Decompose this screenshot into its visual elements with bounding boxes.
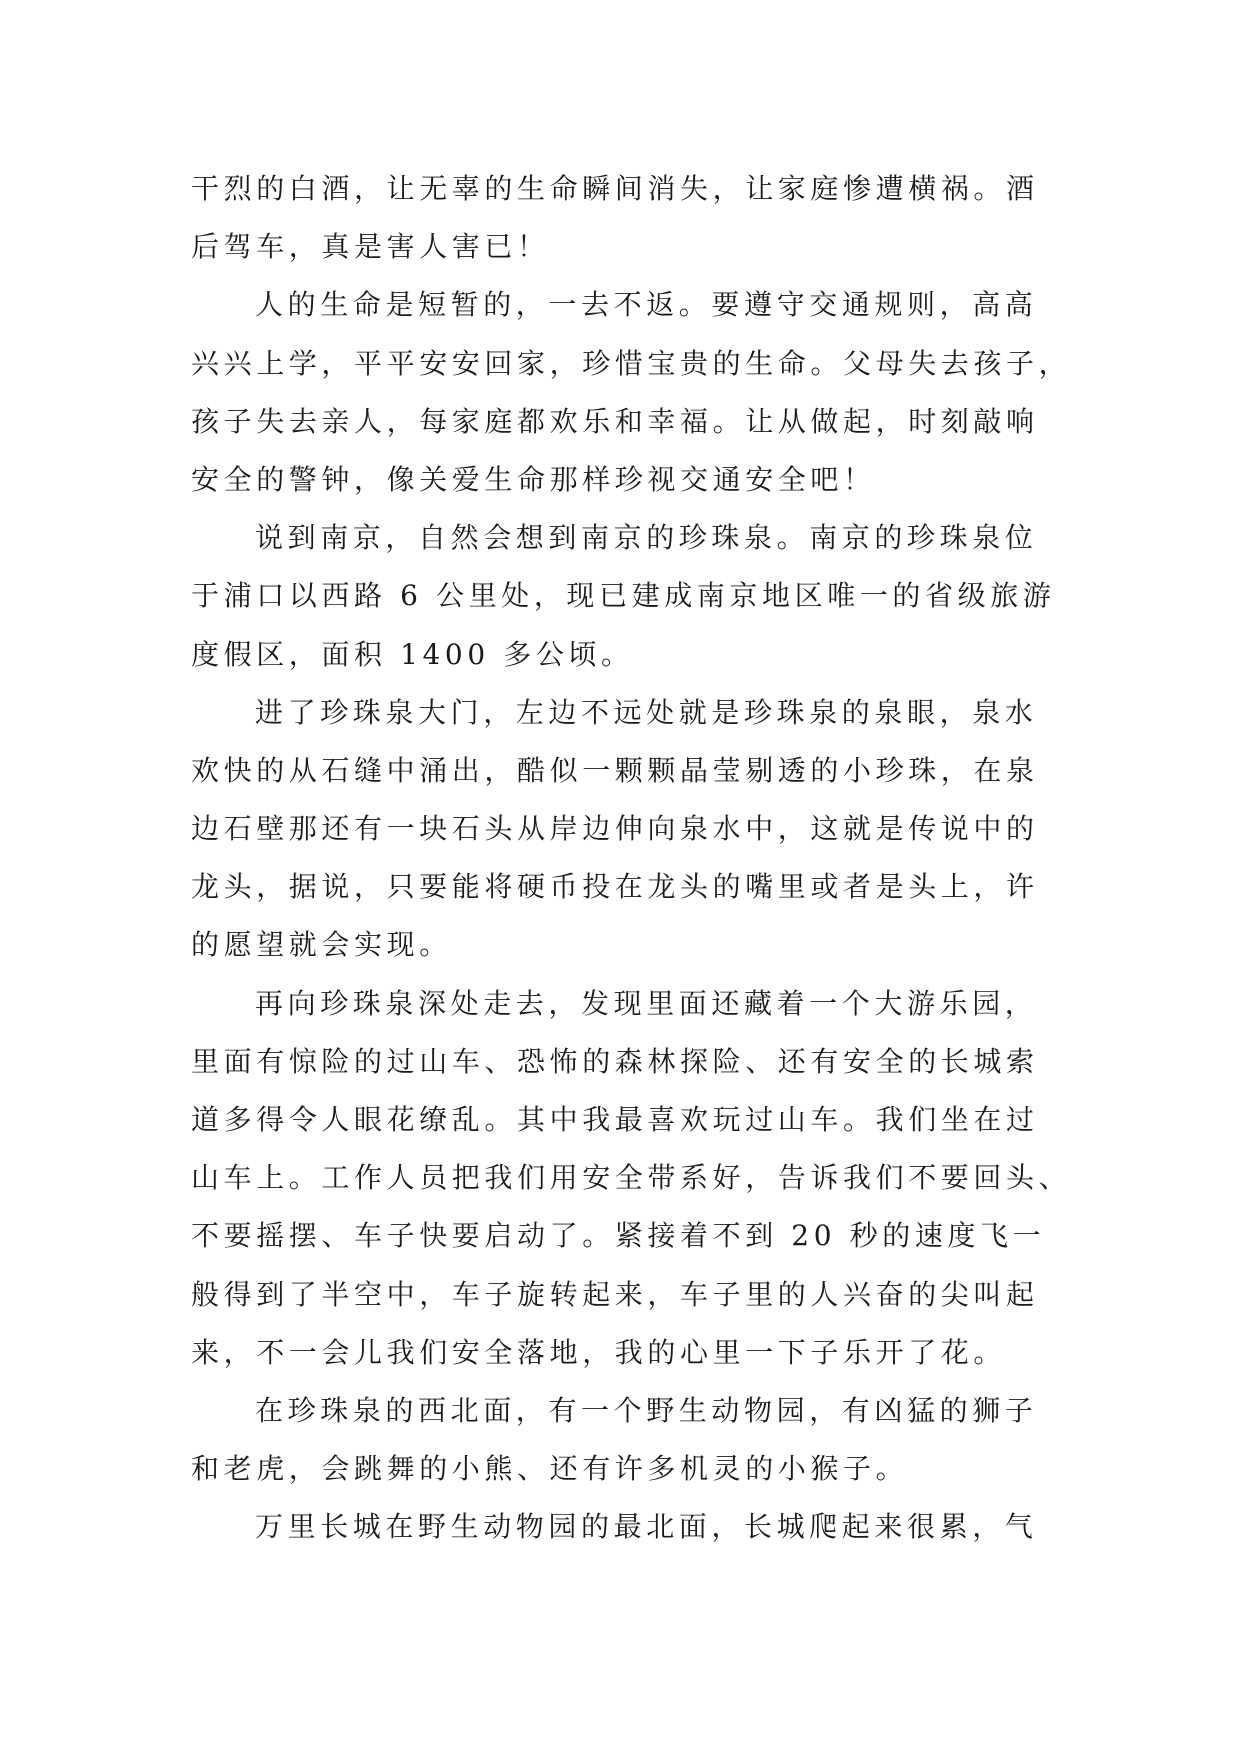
text-line: 说到南京，自然会想到南京的珍珠泉。南京的珍珠泉位: [255, 521, 1038, 555]
text-line: 在珍珠泉的西北面，有一个野生动物园，有凶猛的狮子: [255, 1393, 1038, 1427]
text-line: 人的生命是短暂的，一去不返。要遵守交通规则，高高: [255, 288, 1038, 322]
text-line: 山车上。工作人员把我们用安全带系好，告诉我们不要回头、: [191, 1161, 1072, 1195]
text-line: 干烈的白酒，让无辜的生命瞬间消失，让家庭惨遭横祸。酒: [191, 172, 1039, 205]
body-text: [191, 160, 1072, 1557]
text-line: 于浦口以西路 6 公里处，现已建成南京地区唯一的省级旅游: [191, 579, 1056, 613]
text-line: 和老虎，会跳舞的小熊、还有许多机灵的小猴子。: [191, 1452, 909, 1486]
text-line: 里面有惊险的过山车、恐怖的森林探险、还有安全的长城索: [191, 1044, 1039, 1078]
text-line: 安全的警钟，像关爱生命那样珍视交通安全吧！: [191, 462, 876, 496]
text-line: 来，不一会儿我们安全落地，我的心里一下子乐开了花。: [191, 1335, 1007, 1369]
text-line: 后驾车，真是害人害已！: [191, 230, 550, 264]
text-line: 边石壁那还有一块石头从岸边伸向泉水中，这就是传说中的: [191, 812, 1039, 846]
text-line: 万里长城在野生动物园的最北面，长城爬起来很累，气: [255, 1510, 1038, 1544]
text-line: 度假区，面积 1400 多公顷。: [191, 637, 634, 671]
text-line: 兴兴上学，平平安安回家，珍惜宝贵的生命。父母失去孩子，: [191, 346, 1072, 380]
text-line: 欢快的从石缝中涌出，酷似一颗颗晶莹剔透的小珍珠，在泉: [191, 753, 1039, 787]
text-line: 般得到了半空中，车子旋转起来，车子里的人兴奋的尖叫起: [191, 1277, 1039, 1311]
text-line: 的愿望就会实现。: [191, 928, 452, 962]
text-line: 再向珍珠泉深处走去，发现里面还藏着一个大游乐园，: [255, 986, 1038, 1020]
text-line: 进了珍珠泉大门，左边不远处就是珍珠泉的泉眼，泉水: [255, 695, 1038, 729]
text-line: 孩子失去亲人，每家庭都欢乐和幸福。让从做起，时刻敲响: [191, 404, 1039, 438]
text-line: 不要摇摆、车子快要启动了。紧接着不到 20 秒的速度飞一: [191, 1219, 1046, 1253]
text-line: 龙头，据说，只要能将硬币投在龙头的嘴里或者是头上，许: [191, 870, 1039, 904]
text-line: 道多得令人眼花缭乱。其中我最喜欢玩过山车。我们坐在过: [191, 1103, 1039, 1136]
